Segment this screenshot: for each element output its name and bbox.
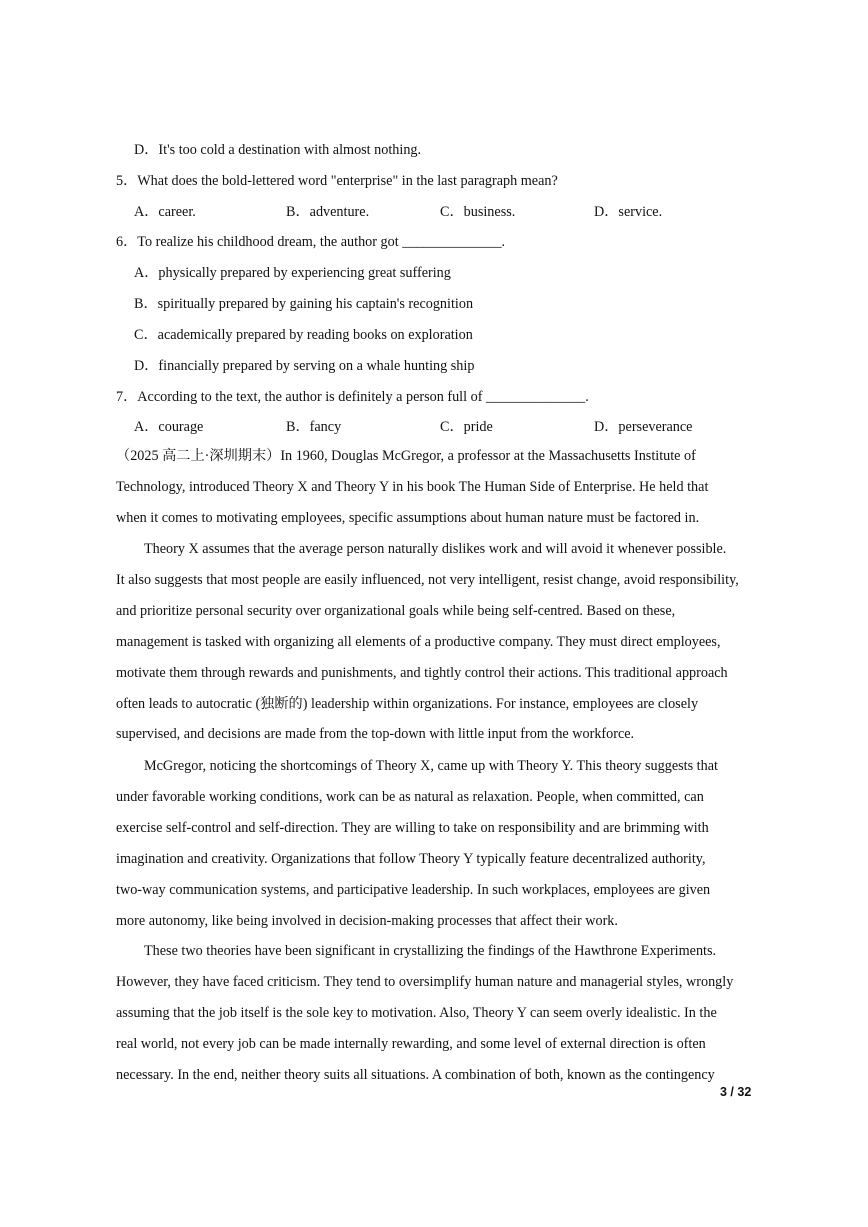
passage-line: two-way communication systems, and participative leadership. In such workplaces, employees are given — [116, 881, 711, 898]
q7-option-b: B．fancy — [286, 419, 342, 435]
q6-stem: 6．To realize his childhood dream, the author got ______________. — [116, 234, 506, 250]
passage-paragraph-1 — [116, 534, 760, 750]
passage-line: real world, not every job can be made internally rewarding, and some level of external direction is often — [116, 1035, 706, 1052]
passage-paragraph-3 — [116, 936, 760, 1091]
passage-line: necessary. In the end, neither theory suits all situations. A combination of both, known as the contingency — [116, 1066, 715, 1083]
q5-stem: 5．What does the bold-lettered word "enterprise" in the last paragraph mean? — [116, 173, 558, 189]
passage-intro — [116, 441, 760, 534]
passage-line: It also suggests that most people are easily influenced, not very intelligent, resist change, avoid responsibility, — [116, 571, 739, 588]
q7-option-d: D．perseverance — [594, 419, 693, 435]
passage-line: management is tasked with organizing all elements of a productive company. They must direct employees, — [116, 633, 721, 650]
passage-line: However, they have faced criticism. They tend to oversimplify human nature and managerial styles, wrongly — [116, 973, 734, 990]
q4-option-d: D．It's too cold a destination with almost nothing. — [134, 142, 422, 158]
passage-line: motivate them through rewards and punishments, and tightly control their actions. This traditional approach — [116, 664, 728, 681]
passage-line: under favorable working conditions, work can be as natural as relaxation. People, when committed, can — [116, 788, 704, 805]
passage-line: when it comes to motivating employees, specific assumptions about human nature must be factored in. — [116, 509, 700, 526]
q7-option-c: C．pride — [440, 419, 493, 435]
passage-line: Technology, introduced Theory X and Theory Y in his book The Human Side of Enterprise. He held that — [116, 478, 709, 495]
passage-line: exercise self-control and self-direction. They are willing to take on responsibility and are brimming with — [116, 819, 709, 836]
passage-line: Theory X assumes that the average person naturally dislikes work and will avoid it whenever possible. — [144, 541, 727, 557]
q5-option-c: C．business. — [440, 204, 516, 220]
passage-line: often leads to autocratic (独断的) leadership within organizations. For instance, employees are closely — [116, 695, 699, 712]
q6-option-a: A．physically prepared by experiencing great suffering — [134, 265, 451, 281]
passage-line: McGregor, noticing the shortcomings of Theory X, came up with Theory Y. This theory suggests that — [144, 758, 718, 774]
q6-option-b: B．spiritually prepared by gaining his captain's recognition — [134, 296, 474, 312]
passage-line: more autonomy, like being involved in decision-making processes that affect their work. — [116, 912, 618, 929]
q5-option-a: A．career. — [134, 204, 196, 220]
q5-option-b: B．adventure. — [286, 204, 370, 220]
passage-line: imagination and creativity. Organizations that follow Theory Y typically feature decentralized authority, — [116, 850, 706, 867]
passage-line: assuming that the job itself is the sole key to motivation. Also, Theory Y can seem overly idealistic. In the — [116, 1004, 717, 1021]
q6-option-c: C．academically prepared by reading books on exploration — [134, 327, 473, 343]
passage-paragraph-2 — [116, 751, 760, 936]
passage-line: These two theories have been significant in crystallizing the findings of the Hawthrone Experiments. — [144, 943, 717, 959]
q7-stem: 7．According to the text, the author is definitely a person full of ______________. — [116, 389, 589, 405]
q5-option-d: D．service. — [594, 204, 663, 220]
q6-option-d: D．financially prepared by serving on a whale hunting ship — [134, 358, 475, 374]
passage-line: （2025 高二上·深圳期末）In 1960, Douglas McGregor, a professor at the Massachusetts Institute of — [116, 448, 696, 464]
page-number: 3 / 32 — [720, 1085, 752, 1099]
passage-line: and prioritize personal security over organizational goals while being self-centred. Based on these, — [116, 602, 676, 619]
passage-line: supervised, and decisions are made from the top-down with little input from the workforce. — [116, 726, 635, 743]
q7-option-a: A．courage — [134, 419, 204, 435]
